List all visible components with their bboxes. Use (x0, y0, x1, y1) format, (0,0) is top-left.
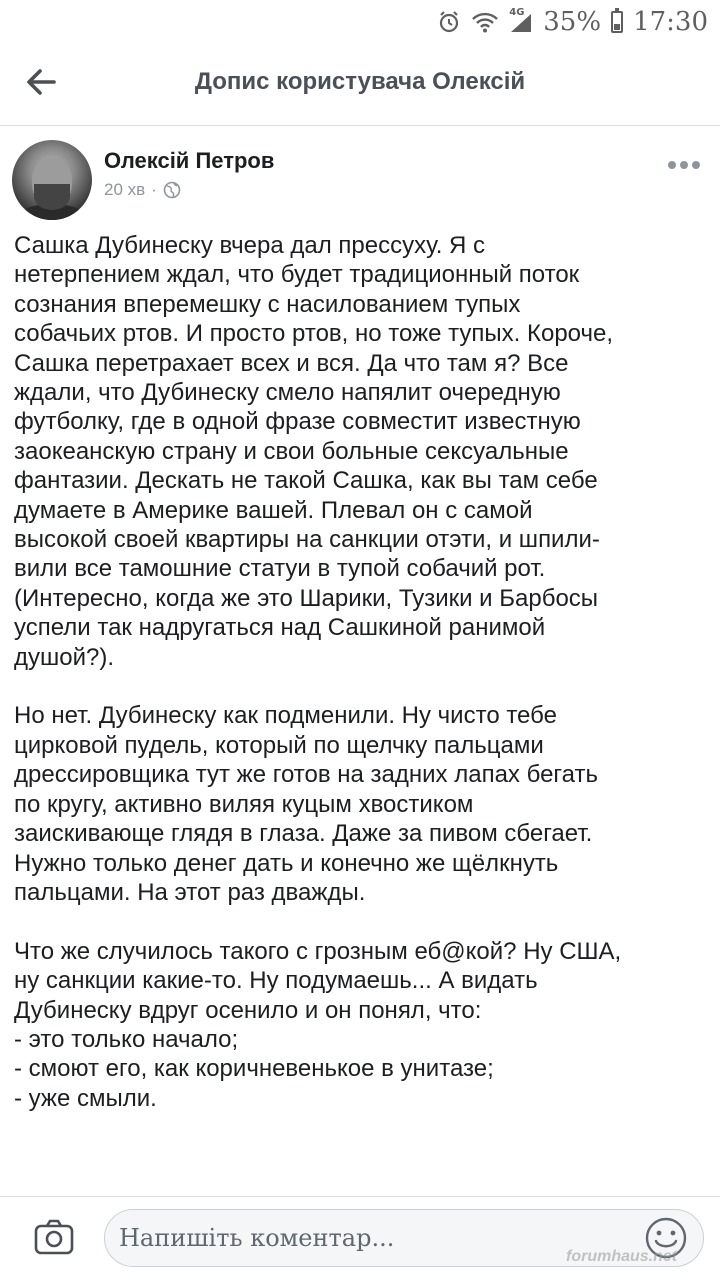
post-paragraph: Сашка Дубинеску вчера дал прессуху. Я с нетерпением ждал, что будет традиционный поток сознания вперемешку с насилованием тупых собачьих ртов. И просто ртов, но тоже тупых. Короче, Сашка перетрахает всех и вся. Да что там я? Все ждали, что Дубинеску смело напялит очередную футболку, где в одной фразе совместит известную заокеанскую страну и свои больные сексуальные фантазии. Дескать не такой Сашка, как вы там себе думаете в Америке вашей. Плевал он с самой высокой своей квартиры на санкции отэти, и шпили- вили все тамошние статуи в тупой собачий рот. (Интересно, когда же это Шарики, Тузики и Барбосы успели так надругаться над Сашкиной ранимой душой?). (14, 232, 614, 671)
alarm-icon (437, 10, 461, 34)
author-name[interactable]: Олексій Петров (104, 148, 275, 173)
post-text (14, 231, 708, 1113)
more-icon[interactable] (666, 158, 702, 170)
comment-bar (0, 1196, 720, 1280)
network-type: 4G (509, 7, 525, 18)
globe-icon (163, 181, 181, 199)
app-header (0, 44, 720, 126)
post-paragraph: Но нет. Дубинеску как подменили. Ну чисто тебе цирковой пудель, который по щелчку пальцами дрессировщика тут же готов на задних лапах бегать по кругу, активно виляя куцым хвостиком заискивающе глядя в глаза. Даже за пивом сбегает. Нужно только денег дать и конечно же щёлкнуть пальцами. На этот раз дважды. (14, 702, 598, 906)
post-time[interactable]: 20 хв (104, 180, 146, 199)
battery-icon (611, 11, 623, 33)
watermark: forumhaus.net (566, 1248, 678, 1265)
status-bar (0, 0, 720, 44)
battery-percent: 35% (543, 7, 602, 37)
page-title: Допис користувача Олексій (194, 68, 526, 95)
camera-icon[interactable] (34, 1219, 74, 1255)
avatar[interactable] (12, 140, 92, 220)
signal-icon (509, 7, 533, 33)
post-paragraph: Что же случилось такого с грозным еб@кой? Ну США, ну санкции какие-то. Ну подумаешь... А видать Дубинеску вдруг осенило и он понял, что: - это только начало; - смоют его, как коричневенькое в унитазе; - уже смыли. (14, 937, 622, 1112)
meta-separator: · (151, 180, 157, 199)
post-header (0, 138, 720, 222)
clock: 17:30 (633, 7, 708, 37)
wifi-icon (471, 11, 499, 33)
post-meta (104, 180, 181, 200)
